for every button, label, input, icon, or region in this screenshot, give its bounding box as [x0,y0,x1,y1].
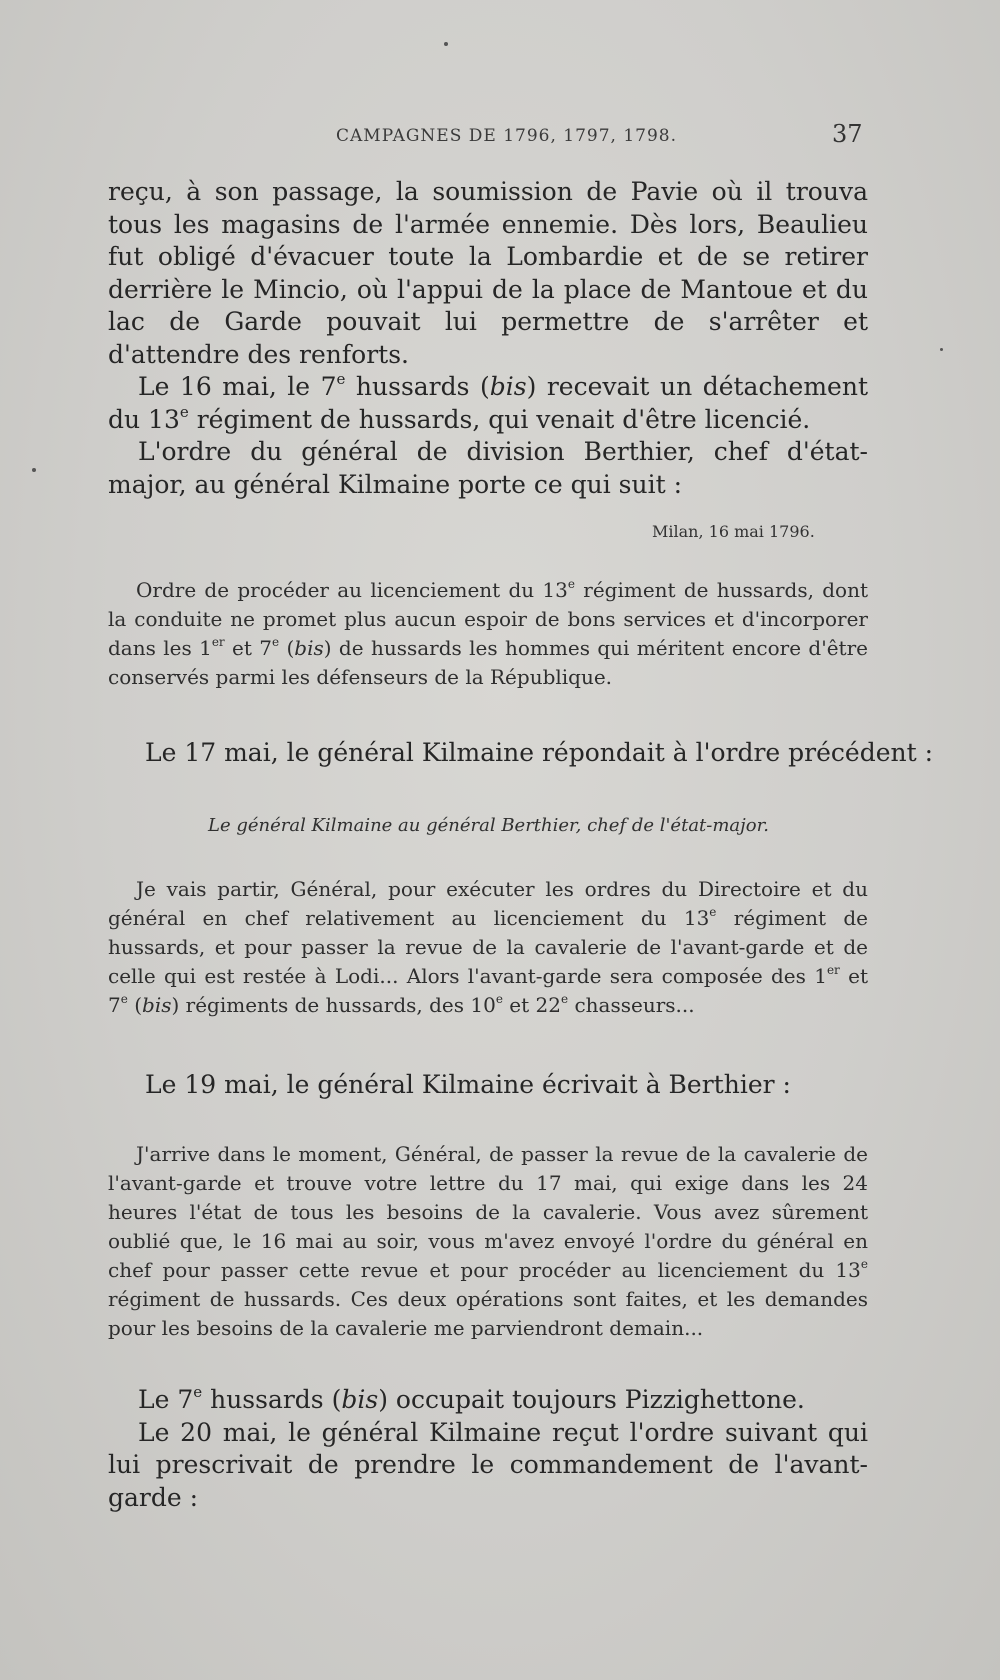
q2-sup1: e [709,905,717,920]
kilmaine-letter-text [108,1140,868,1343]
q2-bis: bis [142,993,172,1017]
p4-b: hussards ( [202,1385,342,1414]
p2-sup1: e [336,370,346,389]
paragraph-5: Le 20 mai, le général Kilmaine reçut l'ordre suivant qui lui prescrivait de prendre le commandement de l'avant-garde : [108,1417,868,1512]
q2-f: et 22 [502,993,561,1017]
q1-sup2: er [211,635,225,650]
paragraph-3: L'ordre du général de division Berthier, chef d'état-major, au général Kilmaine porte ce qui suit : [108,437,868,499]
p4-a: Le 7 [138,1385,194,1414]
q3-a: J'arrive dans le moment, Général, de passer la revue de la cavalerie de l'avant-garde et trouve votre lettre du 17 mai, qui exige dans les 24 heures l'état de tous les besoins de la cavalerie. Vous avez sûrement oublié que, le 16 mai au soir, vous m'avez envoyé l'ordre du général en chef pour passer cette revue et pour procéder au licenciement du 13 [108,1142,868,1282]
paragraph-4 [108,1384,868,1417]
q2-sup4: e [495,992,503,1007]
q2-d: ( [127,993,143,1017]
running-head: CAMPAGNES DE 1796, 1797, 1798. [336,126,678,146]
q1-b: régiment de hussards, dont la conduite ne promet plus aucun espoir de bons services et d'incorporer dans les 1 [108,578,868,660]
paragraph-1: reçu, à son passage, la soumission de Pavie où il trouva tous les magasins de l'armée ennemie. Dès lors, Beaulieu fut obligé d'évacuer toute la Lombardie et de se retirer derrière le Mincio, où l'appui de la place de Mantoue et du lac de Garde pouvait lui permettre de s'arrêter et d'attendre des renforts. [108,177,868,369]
q2-b: régiment de hussards, et pour passer la revue de la cavalerie de l'avant-garde et de celle qui est restée à Lodi... Alors l'avant-garde sera composée des 1 [108,906,868,988]
paper-speck [444,42,448,46]
p2-a: Le 16 mai, le 7 [138,372,337,401]
reply-quote [108,875,868,1020]
q1-e: ) de hussards les hommes qui méritent encore d'être conservés parmi les défenseurs de la République. [108,636,868,689]
paragraph-2 [108,371,868,436]
q2-a: Je vais partir, Général, pour exécuter les ordres du Directoire et du général en chef relativement au licenciement du 13 [108,877,868,930]
q2-g: chasseurs... [568,993,695,1017]
kilmaine-letter [108,1140,868,1343]
dateline: Milan, 16 mai 1796. [652,522,815,541]
q1-d: ( [279,636,295,660]
q3-sup1: e [860,1257,868,1272]
p4-bis: bis [341,1385,379,1414]
reply-text [108,875,868,1020]
q2-sup5: e [561,992,569,1007]
q1-a: Ordre de procéder au licenciement du 13 [136,578,568,602]
p2-sup2: e [179,402,189,421]
q1-bis: bis [294,636,324,660]
p2-bis: bis [489,372,527,401]
q1-sup3: e [272,635,280,650]
q2-e: ) régiments de hussards, des 10 [171,993,496,1017]
q3-b: régiment de hussards. Ces deux opérations sont faites, et les demandes pour les besoins de la cavalerie me parviendront demain... [108,1287,868,1340]
q1-sup1: e [567,577,575,592]
letter-heading: Le général Kilmaine au général Berthier, chef de l'état-major. [208,815,769,836]
order-quote [108,576,868,692]
p2-c: ) recevait un détachement du 13 [108,372,868,434]
p4-sup1: e [193,1383,203,1402]
intro-17-mai: Le 17 mai, le général Kilmaine répondait à l'ordre précédent : [145,738,934,767]
q2-sup3: e [120,992,128,1007]
p4-c: ) occupait toujours Pizzighettone. [378,1385,805,1414]
p2-d: régiment de hussards, qui venait d'être licencié. [188,404,811,434]
order-text [108,576,868,692]
narrative-bottom [108,1384,868,1514]
q2-sup2: er [826,963,840,978]
paper-speck [940,348,943,351]
q1-c: et 7 [224,636,273,660]
q2-c: et 7 [108,964,868,1017]
paper-speck [32,468,36,472]
narrative-top [108,176,868,501]
intro-19-mai: Le 19 mai, le général Kilmaine écrivait à Berthier : [145,1070,791,1099]
page-number: 37 [832,120,863,148]
p2-b: hussards ( [345,372,490,401]
